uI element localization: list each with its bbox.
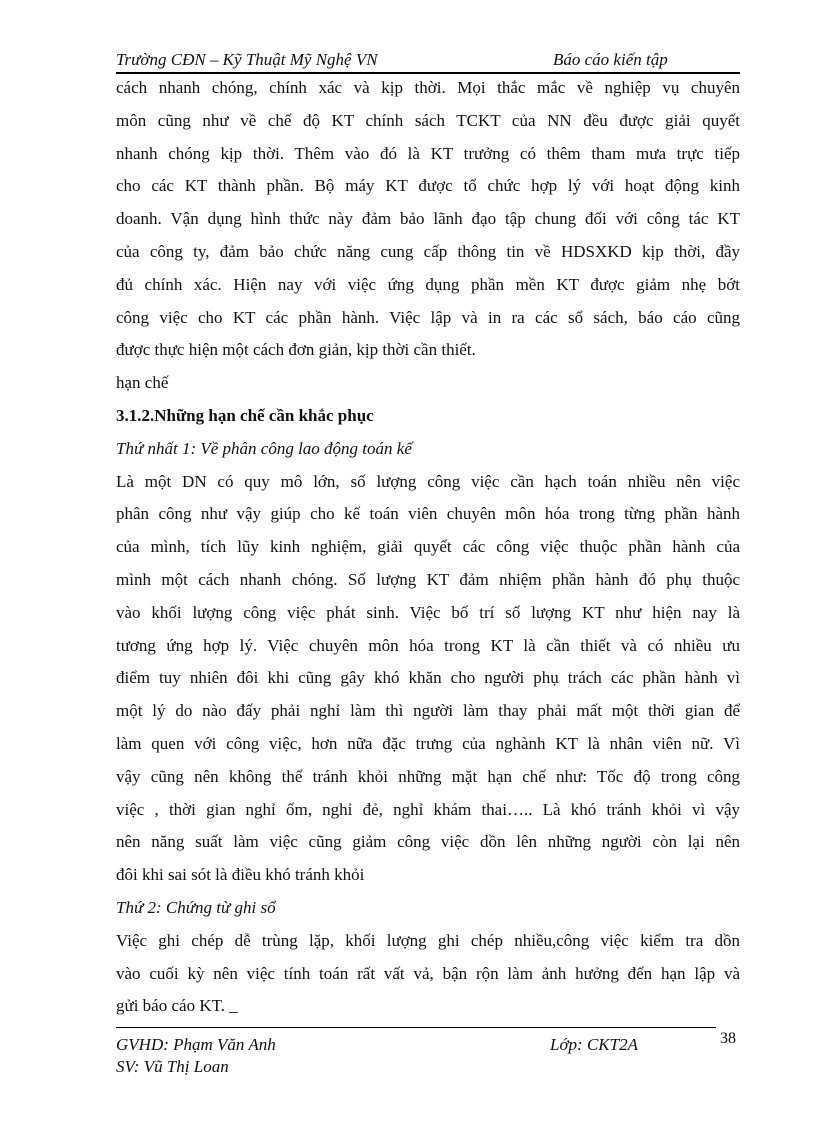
text-line: mình một cách nhanh chóng. Số lượng KT đảm nhiệm phần hành đó phụ thuộc <box>116 569 740 589</box>
text-line: nhanh chóng kịp thời. Thêm vào đó là KT trưởng có thêm tham mưa trực tiếp <box>116 143 740 163</box>
footer-divider <box>116 1027 716 1028</box>
text-line: điểm tuy nhiên đôi khi cũng gây khó khăn cho người phụ trách các phần hành vì <box>116 668 740 688</box>
text-line: công việc cho KT các phần hành. Việc lập và in ra các sổ sách, báo cáo cũng <box>116 307 740 327</box>
text-line: gửi báo cáo KT. _ <box>116 996 238 1016</box>
text-line: tương ứng hợp lý. Việc chuyên môn hóa trong KT là cần thiết và có nhiều ưu <box>116 635 740 655</box>
subheading: Thứ 2: Chứng từ ghi sổ <box>116 897 276 917</box>
footer-class: Lớp: CKT2A <box>550 1035 638 1054</box>
text-line: một lý do nào đấy phải nghỉ làm thì người làm thay phải mất một thời gian để <box>116 701 740 721</box>
text-line: cho các KT thành phần. Bộ máy KT được tổ chức hợp lý với hoạt động kinh <box>116 176 740 196</box>
text-line: Việc ghi chép dễ trùng lặp, khối lượng ghi chép nhiều,công việc kiểm tra dồn <box>116 930 740 950</box>
footer-instructor: GVHD: Phạm Văn Anh <box>116 1035 276 1054</box>
text-line: cách nhanh chóng, chính xác và kịp thời. Mọi thắc mắc về nghiệp vụ chuyên <box>116 78 740 97</box>
subheading: Thứ nhất 1: Về phân công lao động toán kế <box>116 438 412 458</box>
text-line: môn cũng như về chế độ KT chính sách TCKT của NN đều được giải quyết <box>116 110 740 130</box>
text-line: được thực hiện một cách đơn giản, kịp thời cần thiết. <box>116 340 476 360</box>
text-line: phân công như vậy giúp cho kế toán viên chuyên môn hóa trong từng phần hành <box>116 504 740 524</box>
text-line: hạn chế <box>116 373 169 393</box>
text-line: doanh. Vận dụng hình thức này đảm bảo lãnh đạo tập chung đối với công tác KT <box>116 209 740 229</box>
header-school: Trường CĐN – Kỹ Thuật Mỹ Nghệ VN <box>116 50 378 69</box>
text-line: đôi khi sai sót là điều khó tránh khỏi <box>116 865 365 885</box>
text-line: vậy cũng nên không thể tránh khỏi những mặt hạn chế như: Tốc độ trong công <box>116 766 740 786</box>
text-line: vào khối lượng công việc phát sinh. Việc bố trí số lượng KT như hiện nay là <box>116 602 740 622</box>
footer-student: SV: Vũ Thị Loan <box>116 1057 229 1076</box>
text-line: Là một DN có quy mô lớn, số lượng công việc cần hạch toán nhiều nên việc <box>116 471 740 491</box>
page-number: 38 <box>720 1030 736 1047</box>
header-report-title: Báo cáo kiến tập <box>553 50 668 69</box>
text-line: vào cuối kỳ nên việc tính toán rất vất vả, bận rộn làm ảnh hưởng đến hạn lập và <box>116 963 740 983</box>
text-line: đủ chính xác. Hiện nay với việc ứng dụng phần mền KT được giảm nhẹ bớt <box>116 274 740 294</box>
text-line: việc , thời gian nghỉ ốm, nghỉ đẻ, nghỉ khám thai….. Là khó tránh khỏi vì vậy <box>116 799 740 819</box>
text-line: của công ty, đảm bảo chức năng cung cấp thông tin về HDSXKD kịp thời, đầy <box>116 241 740 261</box>
text-line: của mình, tích lũy kinh nghiệm, giải quyết các công việc thuộc phần hành của <box>116 537 740 557</box>
body-text <box>116 72 740 1023</box>
page-header <box>116 48 740 74</box>
text-line: làm quen với công việc, hơn nữa đặc trưng của nghành KT là nhân viên nữ. Vì <box>116 733 740 753</box>
text-line: nên năng suất làm việc cũng giảm công việc dồn lên những người còn lại nên <box>116 832 740 852</box>
section-heading: 3.1.2.Những hạn chế cần khắc phục <box>116 405 374 425</box>
